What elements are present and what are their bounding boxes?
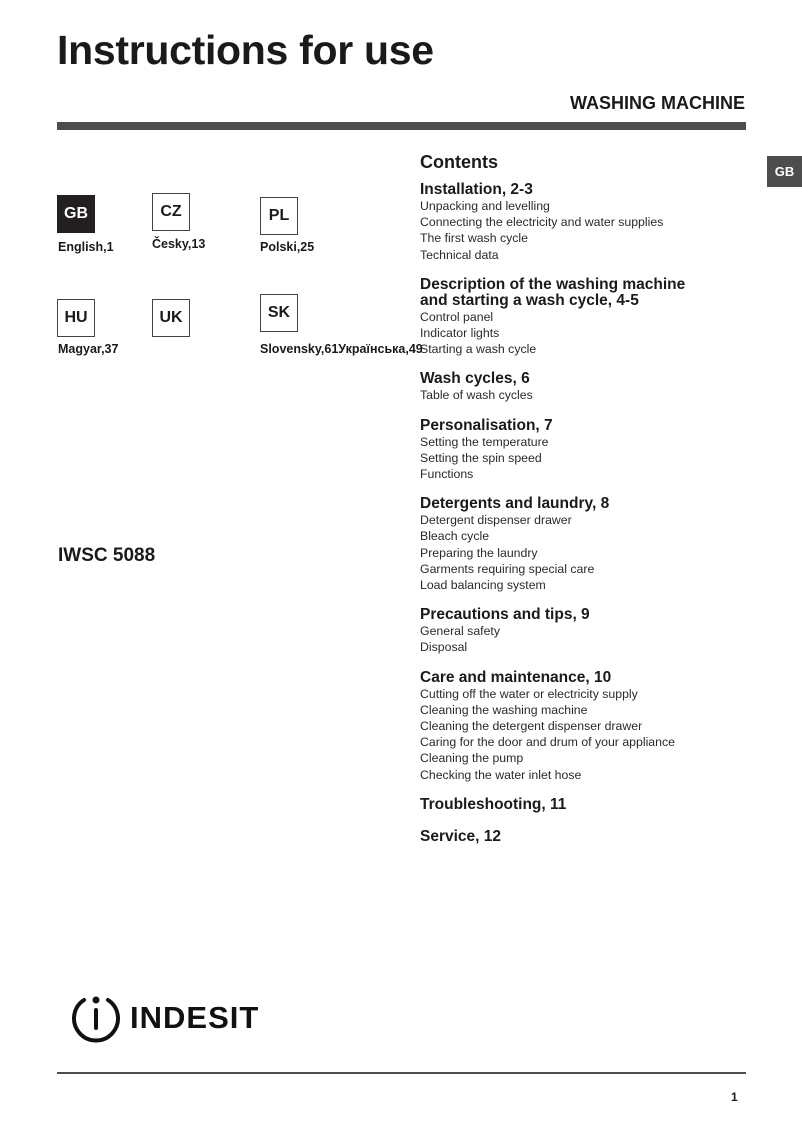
- toc-section-detergents: [420, 496, 765, 593]
- language-label-polish[interactable]: Polski,25: [260, 240, 315, 254]
- toc-item[interactable]: General safety: [420, 624, 500, 639]
- document-subtitle: WASHING MACHINE: [570, 93, 745, 113]
- contents-title: Contents: [420, 152, 498, 172]
- toc-item[interactable]: Garments requiring special care: [420, 561, 595, 576]
- toc-item[interactable]: Technical data: [420, 247, 499, 262]
- toc-item[interactable]: Indicator lights: [420, 326, 500, 341]
- language-badge-gb[interactable]: GB: [57, 195, 95, 233]
- toc-heading[interactable]: Service, 12: [420, 827, 502, 845]
- indesit-logo-icon: [70, 992, 122, 1044]
- language-badge-hu[interactable]: HU: [57, 299, 95, 337]
- table-of-contents: [420, 150, 765, 859]
- language-label-slovak-ukrainian[interactable]: Slovensky,61Українська,49: [260, 342, 423, 356]
- toc-section-wash-cycles: [420, 371, 765, 403]
- toc-heading[interactable]: Description of the washing machine: [420, 275, 686, 293]
- toc-section-precautions: [420, 607, 765, 655]
- toc-item[interactable]: Cleaning the washing machine: [420, 702, 588, 717]
- toc-heading[interactable]: Detergents and laundry, 8: [420, 495, 610, 513]
- toc-item[interactable]: Cutting off the water or electricity supply: [420, 686, 638, 701]
- toc-item[interactable]: Disposal: [420, 640, 468, 655]
- language-label-english[interactable]: English,1: [58, 240, 114, 254]
- language-label-czech[interactable]: Česky,13: [152, 237, 206, 251]
- toc-heading[interactable]: Precautions and tips, 9: [420, 606, 590, 624]
- toc-item[interactable]: Control panel: [420, 309, 494, 324]
- toc-item[interactable]: Detergent dispenser drawer: [420, 513, 572, 528]
- toc-item[interactable]: Preparing the laundry: [420, 545, 538, 560]
- toc-heading[interactable]: Wash cycles, 6: [420, 370, 530, 388]
- toc-item[interactable]: Load balancing system: [420, 578, 546, 593]
- footer-divider: [57, 1072, 746, 1074]
- toc-heading[interactable]: Installation, 2-3: [420, 181, 533, 198]
- toc-item[interactable]: Bleach cycle: [420, 529, 490, 544]
- toc-heading[interactable]: Care and maintenance, 10: [420, 668, 612, 686]
- language-badge-uk[interactable]: UK: [152, 299, 190, 337]
- language-side-tab: GB: [767, 156, 802, 187]
- toc-section-installation: [420, 182, 765, 263]
- toc-item[interactable]: Caring for the door and drum of your appliance: [420, 735, 675, 750]
- toc-item[interactable]: Unpacking and levelling: [420, 199, 550, 213]
- toc-section-troubleshooting: [420, 797, 765, 813]
- toc-item[interactable]: Setting the temperature: [420, 434, 549, 449]
- toc-item[interactable]: Starting a wash cycle: [420, 342, 537, 357]
- language-badge-cz[interactable]: CZ: [152, 193, 190, 231]
- toc-heading[interactable]: and starting a wash cycle, 4-5: [420, 291, 639, 309]
- toc-section-personalisation: [420, 418, 765, 483]
- toc-item[interactable]: Setting the spin speed: [420, 450, 542, 465]
- toc-item[interactable]: Functions: [420, 467, 474, 482]
- toc-heading[interactable]: Personalisation, 7: [420, 416, 553, 434]
- toc-item[interactable]: Table of wash cycles: [420, 388, 533, 403]
- header-divider: [57, 122, 746, 130]
- language-label-hungarian[interactable]: Magyar,37: [58, 342, 119, 356]
- toc-section-description: [420, 277, 765, 358]
- language-badge-sk[interactable]: SK: [260, 294, 298, 332]
- toc-heading[interactable]: Troubleshooting, 11: [420, 795, 567, 813]
- toc-item[interactable]: Cleaning the pump: [420, 751, 524, 766]
- model-number: IWSC 5088: [58, 545, 156, 566]
- brand-logo: [70, 992, 259, 1044]
- toc-item[interactable]: The first wash cycle: [420, 231, 528, 246]
- document-title: Instructions for use: [57, 27, 434, 73]
- page-number: 1: [731, 1090, 738, 1104]
- toc-item[interactable]: Cleaning the detergent dispenser drawer: [420, 719, 643, 734]
- toc-item[interactable]: Checking the water inlet hose: [420, 767, 582, 782]
- language-badge-pl[interactable]: PL: [260, 197, 298, 235]
- toc-section-service: [420, 829, 765, 845]
- brand-name: INDESIT: [130, 1000, 260, 1035]
- toc-section-care: [420, 670, 765, 783]
- toc-item[interactable]: Connecting the electricity and water supplies: [420, 215, 664, 230]
